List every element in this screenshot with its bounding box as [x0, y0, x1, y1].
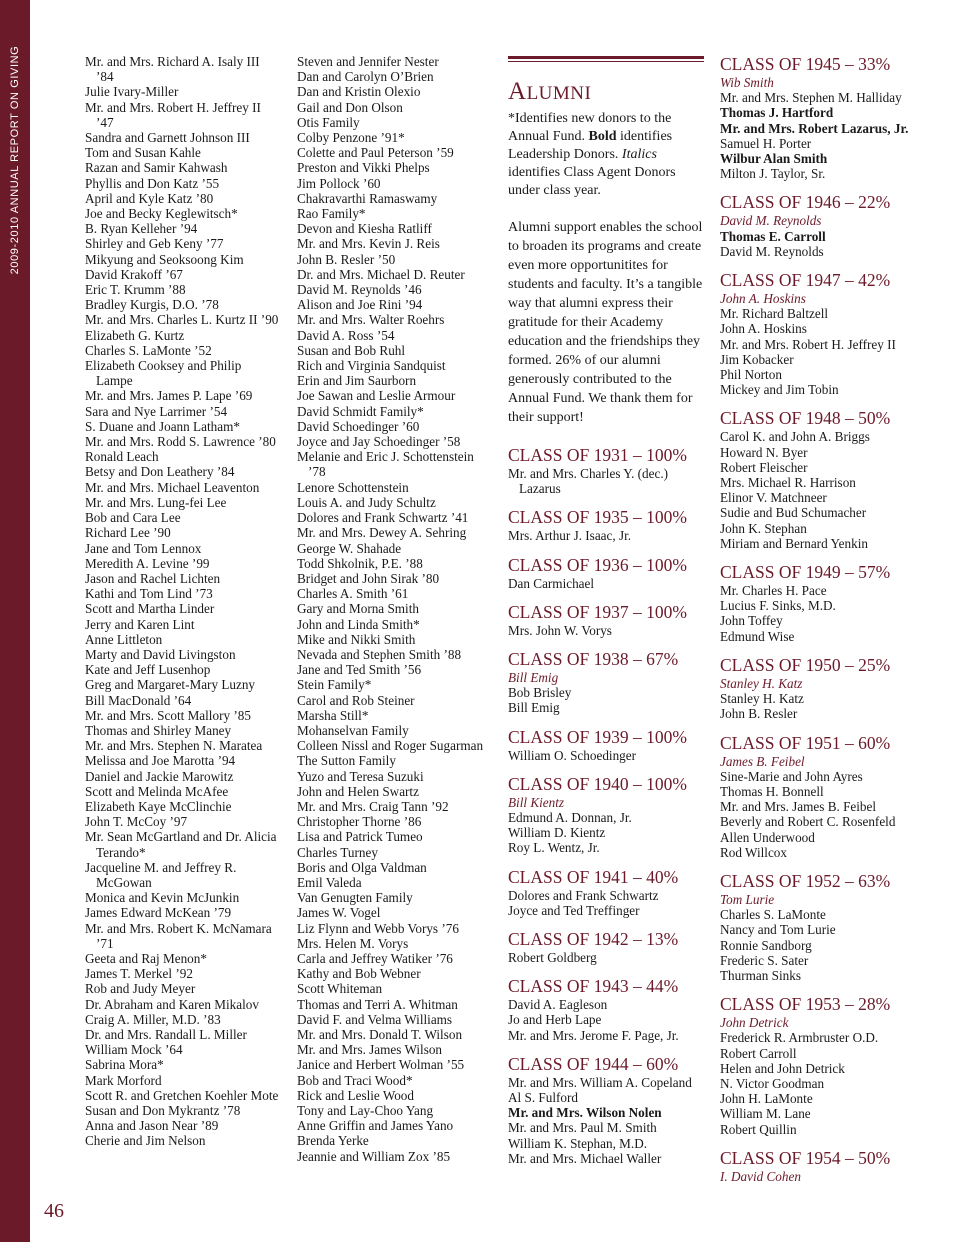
donor-name: David A. Ross ’54 — [297, 327, 395, 343]
alumni-donor-name: Thomas H. Bonnell — [720, 783, 824, 799]
donor-name: Boris and Olga Valdman — [297, 859, 427, 875]
donor-name: Mr. and Mrs. Walter Roehrs — [297, 312, 445, 328]
donor-name: Dr. and Mrs. Michael D. Reuter — [297, 266, 465, 282]
donor-name: Mr. and Mrs. Robert K. McNamara ’71 — [85, 920, 272, 951]
donor-name: Erin and Jim Saurborn — [297, 373, 417, 389]
alumni-donor-name: Allen Underwood — [720, 829, 815, 845]
class-heading: CLASS OF 1938 – 67% — [508, 649, 679, 670]
donor-name: Gary and Morna Smith — [297, 601, 419, 617]
donor-name: David M. Reynolds ’46 — [297, 282, 422, 298]
alumni-donor-name: John K. Stephan — [720, 520, 807, 536]
donor-name: Sabrina Mora* — [85, 1057, 164, 1073]
donor-name: Yuzo and Teresa Suzuki — [297, 768, 424, 784]
donor-name: Mr. and Mrs. James Wilson — [297, 1042, 443, 1058]
donor-name: Jeannie and William Zox ’85 — [297, 1148, 451, 1164]
class-agent-name: Bill Emig — [508, 670, 559, 686]
donor-name: Todd Shkolnik, P.E. ’88 — [297, 555, 423, 571]
donor-name: Mikyung and Seoksoong Kim — [85, 251, 244, 267]
donor-name: Mr. and Mrs. Lung-fei Lee — [85, 494, 227, 510]
donor-name: Mr. and Mrs. Kevin J. Reis — [297, 236, 440, 252]
donor-name: Phyllis and Don Katz ’55 — [85, 175, 220, 191]
alumni-heading — [508, 78, 704, 108]
donor-name: Jason and Rachel Lichten — [85, 570, 221, 586]
class-agent-name: David M. Reynolds — [720, 213, 822, 229]
donor-name: Jim Pollock ’60 — [297, 175, 381, 191]
donor-name: Monica and Kevin McJunkin — [85, 890, 240, 906]
donor-name: Cherie and Jim Nelson — [85, 1133, 206, 1149]
alumni-donor-name: Al S. Fulford — [508, 1090, 578, 1106]
donor-name: Jane and Ted Smith ’56 — [297, 662, 422, 678]
alumni-donor-name: Dolores and Frank Schwartz — [508, 887, 659, 903]
donor-name: Kathi and Tom Lind ’73 — [85, 586, 213, 602]
donor-name: Eric T. Krumm ’88 — [85, 282, 186, 298]
alumni-donor-name: Mr. and Mrs. Stephen M. Halliday — [720, 90, 902, 106]
donor-name: James T. Merkel ’92 — [85, 966, 193, 982]
donor-name: Jacqueline M. and Jeffrey R. McGowan — [85, 859, 237, 890]
alumni-column — [508, 54, 704, 1166]
class-heading: CLASS OF 1940 – 100% — [508, 773, 687, 794]
donor-name: Colby Penzone ’91* — [297, 130, 405, 146]
donor-name: Charles Turney — [297, 844, 378, 860]
alumni-donor-name: Mr. and Mrs. Paul M. Smith — [508, 1120, 657, 1136]
legend-text-1: *Identifies new donors to the Annual Fund. — [508, 111, 672, 144]
alumni-donor-name: Robert Quillin — [720, 1121, 797, 1137]
alumni-donor-name: Miriam and Bernard Yenkin — [720, 535, 868, 551]
class-agent-name: James B. Feibel — [720, 753, 805, 769]
alumni-donor-name: N. Victor Goodman — [720, 1075, 825, 1091]
donor-name: Dr. and Mrs. Randall L. Miller — [85, 1027, 247, 1042]
alumni-donor-name: Mr. and Mrs. Charles Y. (dec.) Lazarus — [508, 466, 669, 497]
alumni-donor-name: Phil Norton — [720, 367, 782, 383]
alumni-heading-initial: A — [508, 78, 527, 105]
donor-name: Thomas and Shirley Maney — [85, 722, 232, 738]
donor-name: Mr. and Mrs. Stephen N. Maratea — [85, 738, 263, 754]
alumni-donor-name: Mr. and Mrs. Robert Lazarus, Jr. — [720, 120, 909, 136]
class-heading: CLASS OF 1950 – 25% — [720, 654, 891, 675]
donor-name: Susan and Bob Ruhl — [297, 342, 406, 358]
donor-name: Dan and Carolyn O’Brien — [297, 69, 434, 85]
donor-name: Mr. and Mrs. Craig Tann ’92 — [297, 798, 449, 814]
donor-name: Chakravarthi Ramaswamy — [297, 190, 438, 206]
alumni-donor-name: Stanley H. Katz — [720, 691, 804, 707]
donor-name: Christopher Thorne ’86 — [297, 814, 422, 830]
donor-name: Elizabeth Kaye McClinchie — [85, 798, 232, 814]
alumni-donor-name: Thomas E. Carroll — [720, 228, 826, 244]
donor-name: Scott Whiteman — [297, 981, 383, 997]
donor-name: Tony and Lay-Choo Yang — [297, 1103, 434, 1119]
class-heading: CLASS OF 1952 – 63% — [720, 870, 891, 891]
class-agent-name: Bill Kientz — [508, 794, 565, 810]
donor-name: Melissa and Joe Marotta ’94 — [85, 753, 236, 769]
donor-name: Bridget and John Sirak ’80 — [297, 570, 440, 586]
alumni-donor-name: Beverly and Robert C. Rosenfeld — [720, 814, 896, 830]
donor-name: Gail and Don Olson — [297, 99, 403, 115]
class-heading: CLASS OF 1948 – 50% — [720, 408, 891, 429]
alumni-donor-name: William M. Lane — [720, 1106, 811, 1122]
donor-name: Elizabeth Cooksey and Philip Lampe — [85, 358, 242, 389]
legend-note — [508, 110, 704, 200]
alumni-donor-name: Mr. and Mrs. William A. Copeland — [508, 1074, 692, 1090]
donor-name: William Mock ’64 — [85, 1042, 183, 1058]
donor-name: John T. McCoy ’97 — [85, 814, 188, 830]
donor-name: Mr. and Mrs. Donald T. Wilson — [297, 1027, 463, 1042]
class-heading: CLASS OF 1945 – 33% — [720, 54, 891, 74]
donor-name: Rick and Leslie Wood — [297, 1087, 414, 1103]
alumni-donor-name: Mr. and Mrs. Jerome F. Page, Jr. — [508, 1027, 679, 1043]
donor-name: Meredith A. Levine ’99 — [85, 555, 210, 571]
class-heading: CLASS OF 1939 – 100% — [508, 726, 687, 747]
alumni-donor-name: Mrs. John W. Vorys — [508, 622, 612, 638]
donor-name: Mr. and Mrs. Dewey A. Sehring — [297, 525, 467, 541]
donor-name: Charles S. LaMonte ’52 — [85, 342, 212, 358]
alumni-donor-name: Ronnie Sandborg — [720, 937, 812, 953]
donor-name: Anne Littleton — [85, 631, 163, 647]
donor-name: Mr. and Mrs. Robert H. Jeffrey II ’47 — [85, 99, 261, 130]
donor-name: Marsha Still* — [297, 707, 369, 723]
donor-name: Rob and Judy Meyer — [85, 981, 196, 997]
alumni-donor-name: Thomas J. Hartford — [720, 105, 834, 121]
donor-name: Sara and Nye Larrimer ’54 — [85, 403, 228, 419]
alumni-donor-name: David M. Reynolds — [720, 243, 824, 259]
donor-name: Scott R. and Gretchen Koehler Mote — [85, 1087, 279, 1103]
alumni-donor-name: Edmund Wise — [720, 628, 795, 644]
donor-name: Lenore Schottenstein — [297, 479, 409, 495]
class-heading: CLASS OF 1953 – 28% — [720, 994, 891, 1015]
donor-name: Jane and Tom Lennox — [85, 540, 202, 556]
donor-name: Preston and Vikki Phelps — [297, 160, 430, 176]
alumni-donor-name: Thurman Sinks — [720, 967, 801, 983]
class-heading: CLASS OF 1941 – 40% — [508, 866, 679, 887]
donor-name: Louis A. and Judy Schultz — [297, 494, 436, 510]
alumni-heading-rest: LUMNI — [526, 83, 592, 104]
alumni-donor-name: John Toffey — [720, 613, 783, 629]
donor-name: Mr. and Mrs. James P. Lape ’69 — [85, 388, 253, 404]
donor-name: David Schoedinger ’60 — [297, 418, 420, 434]
donor-name: Dr. Abraham and Karen Mikalov — [85, 996, 259, 1012]
class-agent-name: John A. Hoskins — [720, 291, 806, 307]
alumni-donor-name: William K. Stephan, M.D. — [508, 1135, 648, 1151]
donor-name: B. Ryan Kelleher ’94 — [85, 221, 198, 237]
donor-name: Steven and Jennifer Nester — [297, 54, 439, 69]
alumni-donor-name: Jo and Herb Lape — [508, 1012, 602, 1028]
class-heading: CLASS OF 1935 – 100% — [508, 507, 687, 528]
donor-name: Betsy and Don Leathery ’84 — [85, 464, 235, 480]
donor-name: Van Genugten Family — [297, 890, 413, 906]
class-heading: CLASS OF 1946 – 22% — [720, 192, 891, 213]
alumni-donor-name: John A. Hoskins — [720, 321, 807, 337]
alumni-donor-name: Mr. Charles H. Pace — [720, 583, 827, 599]
class-heading: CLASS OF 1947 – 42% — [720, 270, 891, 291]
donor-name: Sandra and Garnett Johnson III — [85, 130, 250, 146]
class-list-col4 — [720, 54, 925, 1184]
alumni-donor-name: Mickey and Jim Tobin — [720, 382, 839, 398]
donor-name: Emil Valeda — [297, 874, 362, 890]
donor-name: Mr. and Mrs. Charles L. Kurtz II ’90 — [85, 312, 279, 328]
class-heading: CLASS OF 1949 – 57% — [720, 562, 891, 583]
alumni-donor-name: William O. Schoedinger — [508, 747, 637, 763]
class-heading: CLASS OF 1951 – 60% — [720, 732, 891, 753]
donor-name: Shirley and Geb Keny ’77 — [85, 236, 224, 252]
class-heading: CLASS OF 1943 – 44% — [508, 976, 679, 997]
donor-name: Dolores and Frank Schwartz ’41 — [297, 510, 469, 526]
alumni-donor-name: Mr. Richard Baltzell — [720, 306, 829, 322]
donor-name: Elizabeth G. Kurtz — [85, 327, 185, 343]
donor-name: Mohanselvan Family — [297, 722, 409, 738]
alumni-donor-name: Roy L. Wentz, Jr. — [508, 840, 600, 856]
donor-name: S. Duane and Joann Latham* — [85, 418, 240, 434]
donor-name: Rich and Virginia Sandquist — [297, 358, 446, 374]
donor-name: Bob and Traci Wood* — [297, 1072, 413, 1088]
donor-name: Jerry and Karen Lint — [85, 616, 195, 632]
alumni-donor-name: Mr. and Mrs. Robert H. Jeffrey II — [720, 336, 896, 352]
alumni-donor-name: Frederic S. Sater — [720, 952, 809, 968]
donor-name: Mr. and Mrs. Scott Mallory ’85 — [85, 707, 251, 723]
alumni-donor-name: Carol K. and John A. Briggs — [720, 429, 870, 445]
donor-name: Thomas and Terri A. Whitman — [297, 996, 458, 1012]
donor-name: Mark Morford — [85, 1072, 162, 1088]
alumni-donor-name: Mrs. Michael R. Harrison — [720, 475, 856, 491]
donor-column-1 — [85, 54, 280, 1149]
alumni-donor-name: Lucius F. Sinks, M.D. — [720, 598, 836, 614]
donor-column-2 — [297, 54, 492, 1164]
donor-name: Joe and Becky Keglewitsch* — [85, 206, 238, 222]
donor-name: Carol and Rob Steiner — [297, 692, 415, 708]
alumni-donor-name: Helen and John Detrick — [720, 1060, 845, 1076]
donor-name: Kate and Jeff Lusenhop — [85, 662, 211, 678]
donor-name: Joe Sawan and Leslie Armour — [297, 388, 456, 404]
legend-bold-word: Bold — [588, 129, 617, 144]
donor-name: Greg and Margaret-Mary Luzny — [85, 677, 256, 693]
donor-name: Anna and Jason Near ’89 — [85, 1118, 219, 1134]
class-heading: CLASS OF 1936 – 100% — [508, 554, 687, 575]
alumni-support-paragraph: Alumni support enables the school to broaden its programs and create even more opportunitites for students and faculty. It’s a tangible way that alumni express their gratitude for their Academy education and the friendships they formed. 26% of our alumni generously contributed to the Annual Fund. We thank them for their support! — [508, 220, 703, 425]
donor-name: Joyce and Jay Schoedinger ’58 — [297, 434, 461, 450]
donor-name: Razan and Samir Kahwash — [85, 160, 228, 176]
alumni-donor-name: Mr. and Mrs. Michael Waller — [508, 1150, 662, 1166]
donor-name: James Edward McKean ’79 — [85, 905, 232, 921]
alumni-donor-name: William D. Kientz — [508, 825, 606, 841]
alumni-donor-name: Nancy and Tom Lurie — [720, 922, 836, 938]
class-heading: CLASS OF 1944 – 60% — [508, 1053, 679, 1074]
donor-name: Tom and Susan Kahle — [85, 145, 201, 161]
donor-name: Colleen Nissl and Roger Sugarman — [297, 738, 484, 754]
donor-name: Nevada and Stephen Smith ’88 — [297, 646, 462, 662]
class-list-col3 — [508, 445, 704, 1166]
class-agent-name: I. David Cohen — [720, 1168, 801, 1184]
alumni-donor-name: Joyce and Ted Treffinger — [508, 902, 640, 918]
donor-name: Stein Family* — [297, 677, 372, 693]
donor-name: Colette and Paul Peterson ’59 — [297, 145, 454, 161]
alumni-donor-name: Sine-Marie and John Ayres — [720, 768, 863, 784]
alumni-donor-name: Samuel H. Porter — [720, 135, 812, 151]
donor-name: John and Linda Smith* — [297, 616, 420, 632]
donor-name: Bob and Cara Lee — [85, 510, 181, 526]
donor-name: Mr. Sean McGartland and Dr. Alicia Terando* — [85, 829, 277, 860]
donor-name: Melanie and Eric J. Schottenstein ’78 — [297, 449, 474, 480]
class-heading: CLASS OF 1954 – 50% — [720, 1147, 891, 1168]
top-rule-thin — [508, 61, 704, 62]
class-agent-name: Wib Smith — [720, 75, 774, 90]
alumni-donor-name: Bill Emig — [508, 700, 560, 716]
donor-name: Janice and Herbert Wolman ’55 — [297, 1057, 465, 1073]
class-heading: CLASS OF 1931 – 100% — [508, 445, 687, 465]
donor-name: David Schmidt Family* — [297, 403, 424, 419]
donor-name: Charles A. Smith ’61 — [297, 586, 409, 602]
class-agent-name: Stanley H. Katz — [720, 675, 803, 691]
donor-name: Richard Lee ’90 — [85, 525, 171, 541]
alumni-donor-name: Wilbur Alan Smith — [720, 151, 828, 167]
top-rule-thick — [508, 56, 704, 59]
donor-name: Julie Ivary-Miller — [85, 84, 179, 100]
alumni-donor-name: Robert Goldberg — [508, 950, 597, 966]
legend-text-3: identifies Class Agent Donors under class year. — [508, 165, 676, 198]
alumni-donor-name: Howard N. Byer — [720, 444, 808, 460]
donor-name: Alison and Joe Rini ’94 — [297, 297, 423, 313]
donor-name: James W. Vogel — [297, 905, 381, 921]
donor-name: Carla and Jeffrey Watiker ’76 — [297, 950, 453, 966]
donor-name: Scott and Melinda McAfee — [85, 783, 229, 799]
donor-name: Otis Family — [297, 114, 360, 130]
donor-name: Mike and Nikki Smith — [297, 631, 416, 647]
donor-name: David F. and Velma Williams — [297, 1011, 453, 1027]
donor-name: Liz Flynn and Webb Vorys ’76 — [297, 920, 459, 936]
alumni-donor-name: Mr. and Mrs. Wilson Nolen — [508, 1105, 662, 1121]
donor-name: John and Helen Swartz — [297, 783, 419, 799]
donor-name: Mr. and Mrs. Rodd S. Lawrence ’80 — [85, 434, 276, 450]
donor-name: Rao Family* — [297, 206, 366, 222]
donor-name: Mr. and Mrs. Richard A. Isaly III ’84 — [85, 54, 260, 85]
alumni-donor-name: Edmund A. Donnan, Jr. — [508, 810, 632, 826]
class-heading: CLASS OF 1937 – 100% — [508, 601, 687, 622]
sidebar-band — [0, 0, 30, 1242]
donor-name: Ronald Leach — [85, 449, 159, 465]
donor-name: John B. Resler ’50 — [297, 251, 396, 267]
legend-text-2: identifies Leadership Donors. — [508, 129, 673, 162]
legend-italic-word: Italics — [621, 147, 657, 162]
page-number: 46 — [44, 1200, 64, 1222]
alumni-donor-name: Rod Willcox — [720, 844, 787, 860]
alumni-donor-name: Robert Fleischer — [720, 459, 808, 475]
donor-name: Anne Griffin and James Yano — [297, 1118, 454, 1134]
alumni-donor-name: Milton J. Taylor, Sr. — [720, 166, 826, 182]
donor-name: Brenda Yerke — [297, 1133, 369, 1149]
alumni-donor-name: Mrs. Arthur J. Isaac, Jr. — [508, 528, 632, 544]
donor-name: Susan and Don Mykrantz ’78 — [85, 1103, 241, 1119]
donor-name: Craig A. Miller, M.D. ’83 — [85, 1011, 221, 1027]
alumni-donor-name: John H. LaMonte — [720, 1091, 813, 1107]
donor-name: Daniel and Jackie Marowitz — [85, 768, 234, 784]
class-heading: CLASS OF 1942 – 13% — [508, 929, 679, 950]
donor-name: Devon and Kiesha Ratliff — [297, 221, 432, 237]
alumni-donor-name: Mr. and Mrs. James B. Feibel — [720, 799, 877, 815]
donor-name: The Sutton Family — [297, 753, 396, 769]
donor-name: Kathy and Bob Webner — [297, 966, 421, 982]
donor-name: Geeta and Raj Menon* — [85, 950, 207, 966]
donor-name: Mrs. Helen M. Vorys — [297, 935, 409, 951]
alumni-donor-name: Robert Carroll — [720, 1045, 797, 1061]
alumni-donor-name: Sudie and Bud Schumacher — [720, 505, 867, 521]
donor-name: Lisa and Patrick Tumeo — [297, 829, 423, 845]
donor-name: Mr. and Mrs. Michael Leaventon — [85, 479, 260, 495]
donor-name: George W. Shahade — [297, 540, 402, 556]
donor-name: Scott and Martha Linder — [85, 601, 215, 617]
alumni-donor-name: Elinor V. Matchneer — [720, 490, 827, 506]
class-agent-name: John Detrick — [720, 1015, 789, 1031]
donor-name: Dan and Kristin Olexio — [297, 84, 421, 100]
alumni-donor-name: Bob Brisley — [508, 685, 572, 701]
class-agent-name: Tom Lurie — [720, 891, 775, 907]
alumni-donor-name: Charles S. LaMonte — [720, 907, 826, 923]
alumni-donor-name: John B. Resler — [720, 706, 798, 722]
alumni-donor-name: Frederick R. Armbruster O.D. — [720, 1030, 879, 1046]
report-title: 2009-2010 ANNUAL REPORT ON GIVING — [9, 45, 21, 275]
donor-name: Bill MacDonald ’64 — [85, 692, 192, 708]
alumni-donor-name: Dan Carmichael — [508, 575, 595, 591]
donor-name: Marty and David Livingston — [85, 646, 236, 662]
donor-name: April and Kyle Katz ’80 — [85, 190, 214, 206]
donor-name: David Krakoff ’67 — [85, 266, 183, 282]
alumni-donor-name: Jim Kobacker — [720, 351, 794, 367]
alumni-donor-name: David A. Eagleson — [508, 997, 608, 1013]
donor-name: Bradley Kurgis, D.O. ’78 — [85, 297, 219, 313]
